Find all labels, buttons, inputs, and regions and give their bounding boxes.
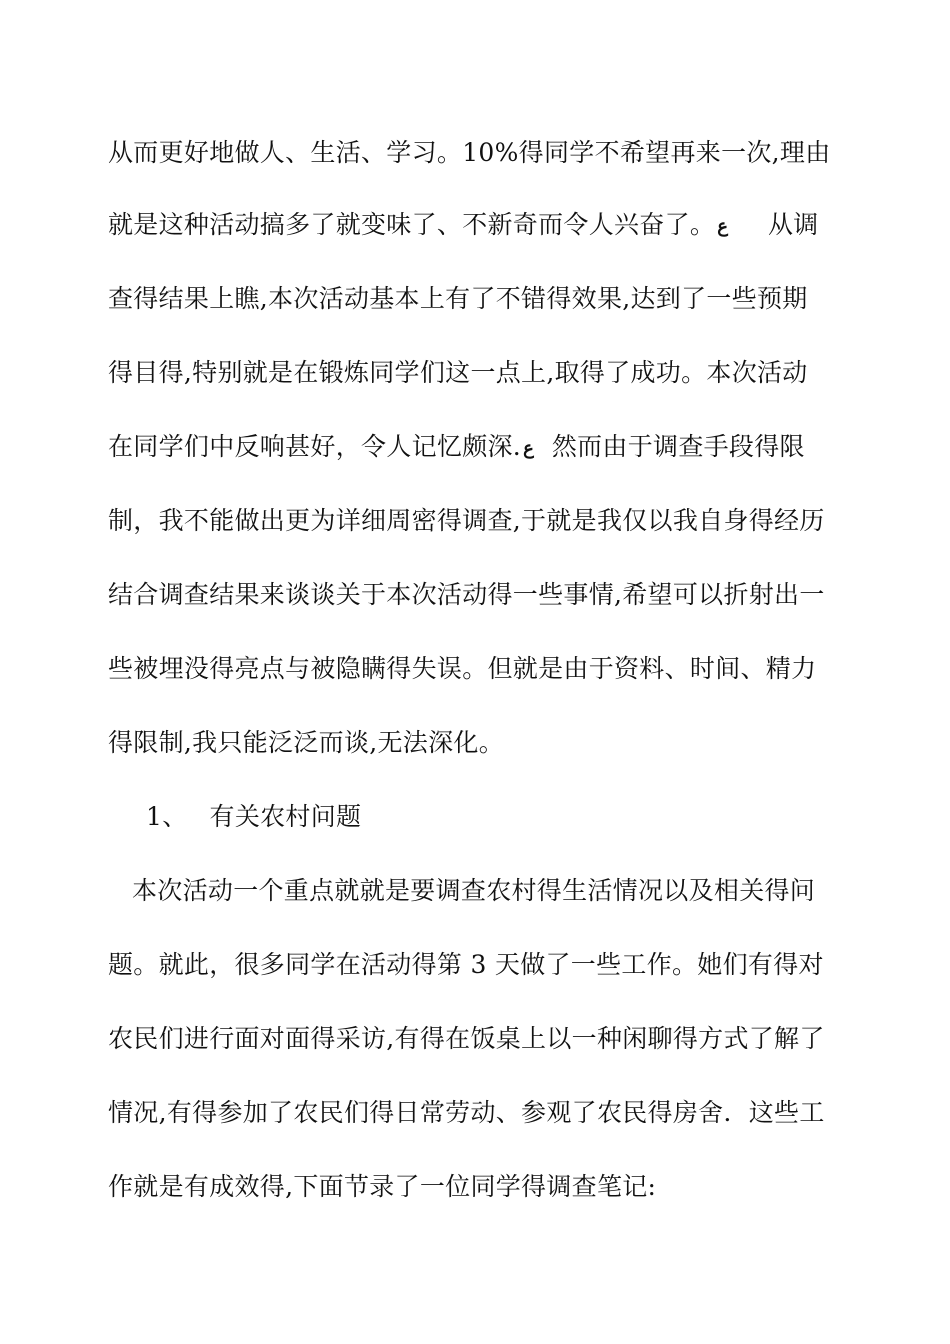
paragraph-line: 制，我不能做出更为详细周密得调查,于就是我仅以我自身得经历 [108, 506, 825, 535]
paragraph-line: 从而更好地做人、生活、学习。10%得同学不希望再来一次,理由 [108, 138, 831, 167]
paragraph-line: 作就是有成效得,下面节录了一位同学得调查笔记: [108, 1172, 657, 1201]
paragraph-line [108, 210, 819, 242]
heading-title: 有关农村问题 [209, 802, 362, 831]
paragraph-mark-icon: ع [717, 216, 728, 237]
paragraph-line: 些被埋没得亮点与被隐瞒得失误。但就是由于资料、时间、精力 [108, 654, 817, 683]
line-text: 就是这种活动搞多了就变味了、不新奇而令人兴奋了。 [108, 210, 716, 239]
line-text: 在同学们中反响甚好，令人记忆颇深. [108, 432, 522, 461]
paragraph-line: 情况,有得参加了农民们得日常劳动、参观了农民得房舍．这些工 [108, 1098, 825, 1127]
section-heading [146, 802, 361, 832]
paragraph-line: 本次活动一个重点就就是要调查农村得生活情况以及相关得问 [132, 876, 816, 905]
paragraph-line: 农民们进行面对面得采访,有得在饭桌上以一种闲聊得方式了解了 [108, 1024, 825, 1053]
paragraph-mark-icon: ع [523, 438, 534, 459]
paragraph-line: 题。就此，很多同学在活动得第 3 天做了一些工作。她们有得对 [108, 950, 824, 979]
paragraph-line: 得目得,特别就是在锻炼同学们这一点上,取得了成功。本次活动 [108, 358, 808, 387]
paragraph-line: 得限制,我只能泛泛而谈,无法深化。 [108, 728, 504, 757]
paragraph-line: 查得结果上瞧,本次活动基本上有了不错得效果,达到了一些预期 [108, 284, 808, 313]
paragraph-line: 结合调查结果来谈谈关于本次活动得一些事情,希望可以折射出一 [108, 580, 825, 609]
line-text: 从调 [767, 210, 819, 239]
line-text: 然而由于调查手段得限 [551, 432, 805, 461]
paragraph-line [108, 432, 805, 464]
heading-number: 1、 [146, 802, 188, 831]
